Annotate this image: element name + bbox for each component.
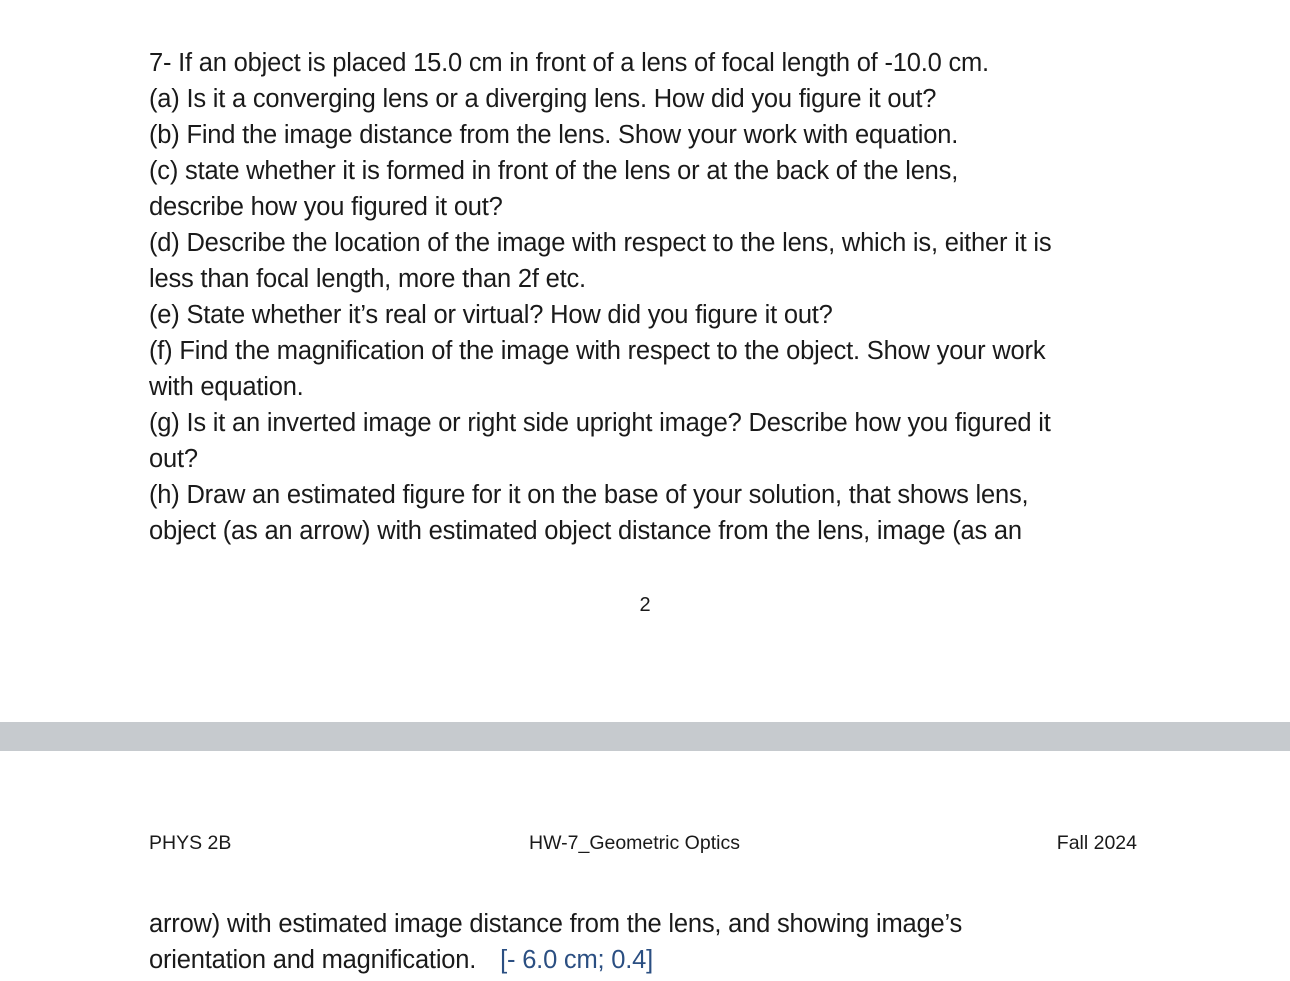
page-separator: [0, 722, 1290, 751]
question-7-text: [149, 45, 1149, 549]
question-line: 7- If an object is placed 15.0 cm in front of a lens of focal length of -10.0 cm.: [149, 49, 989, 77]
question-line: orientation and magnification.: [149, 946, 477, 974]
question-line: (d) Describe the location of the image with respect to the lens, which is, either it is: [149, 229, 1052, 257]
header-term: Fall 2024: [1056, 832, 1137, 854]
document-page-2: [0, 751, 1290, 981]
question-line: (f) Find the magnification of the image with respect to the object. Show your work: [149, 337, 1046, 365]
header-title: HW-7_Geometric Optics: [529, 832, 740, 854]
question-line: (c) state whether it is formed in front of the lens or at the back of the lens,: [149, 157, 959, 185]
question-line: (e) State whether it’s real or virtual? How did you figure it out?: [149, 301, 833, 329]
question-line: out?: [149, 445, 198, 473]
question-line: (h) Draw an estimated figure for it on the base of your solution, that shows lens,: [149, 481, 1029, 509]
question-line: with equation.: [149, 373, 304, 401]
question-line-with-answer: [149, 942, 1149, 978]
question-line: less than focal length, more than 2f etc.: [149, 265, 586, 293]
question-7-continued: [149, 906, 1149, 978]
question-line: (g) Is it an inverted image or right side upright image? Describe how you figured it: [149, 409, 1051, 437]
question-line: object (as an arrow) with estimated object distance from the lens, image (as an: [149, 517, 1022, 545]
answer-key: [- 6.0 cm; 0.4]: [500, 946, 654, 974]
page-header: [149, 829, 1137, 857]
page-number: 2: [639, 594, 651, 616]
question-line: (b) Find the image distance from the lens. Show your work with equation.: [149, 121, 959, 149]
header-course: PHYS 2B: [149, 832, 232, 854]
question-line: describe how you figured it out?: [149, 193, 503, 221]
question-line: arrow) with estimated image distance from the lens, and showing image’s: [149, 910, 963, 938]
question-line: (a) Is it a converging lens or a diverging lens. How did you figure it out?: [149, 85, 937, 113]
